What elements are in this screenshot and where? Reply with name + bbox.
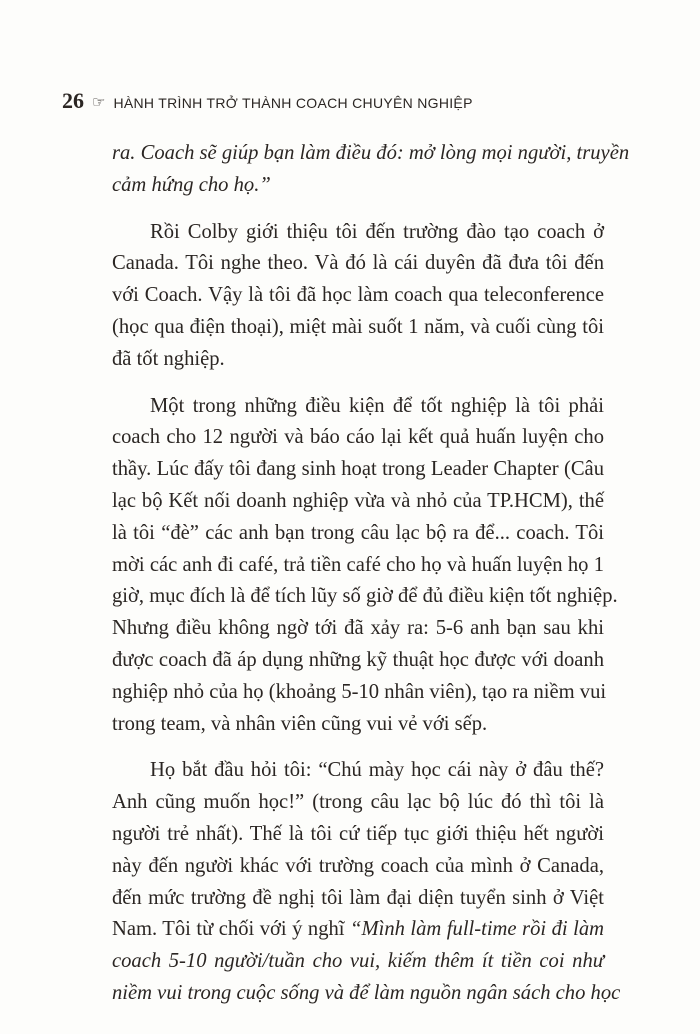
running-title: HÀNH TRÌNH TRỞ THÀNH COACH CHUYÊN NGHIỆP <box>113 95 473 111</box>
text-line: giờ, mục đích là để tích lũy số giờ để đủ điều kiện tốt nghiệp. <box>112 585 618 608</box>
text-line: coach cho 12 người và báo cáo lại kết quả huấn luyện cho <box>112 426 604 449</box>
pointing-hand-icon: ☞ <box>92 95 106 111</box>
text-line: thầy. Lúc đấy tôi đang sinh hoạt trong Leader Chapter (Câu <box>112 458 604 481</box>
text-line <box>112 946 604 978</box>
text-line: mời các anh đi café, trả tiền café cho họ và huấn luyện họ 1 <box>112 553 604 576</box>
text-line: đến mức trường đề nghị tôi làm đại diện tuyển sinh ở Việt <box>112 886 604 909</box>
text-line: Canada. Tôi nghe theo. Và đó là cái duyên đã đưa tôi đến <box>112 252 604 275</box>
text-line: được coach đã áp dụng những kỹ thuật học được với doanh <box>112 648 604 671</box>
text-line <box>112 978 621 1010</box>
text-line: Anh cũng muốn học!” (trong câu lạc bộ lúc đó thì tôi là <box>112 791 604 814</box>
paragraph <box>112 755 621 1009</box>
text-line: (học qua điện thoại), miệt mài suốt 1 năm, và cuối cùng tôi <box>112 315 604 338</box>
paragraph <box>112 217 604 376</box>
text-line: là tôi “đè” các anh bạn trong câu lạc bộ ra để... coach. Tôi <box>112 521 604 544</box>
text-line: Họ bắt đầu hỏi tôi: “Chú mày học cái này ở đâu thế? <box>150 759 604 782</box>
text-segment: Nam. Tôi từ chối với ý nghĩ <box>112 918 350 941</box>
text-line: nghiệp nhỏ của họ (khoảng 5-10 nhân viên), tạo ra niềm vui <box>112 680 607 703</box>
text-line: Nhưng điều không ngờ tới đã xảy ra: 5-6 anh bạn sau khi <box>112 617 604 640</box>
running-header <box>62 88 473 114</box>
text-line: Rồi Colby giới thiệu tôi đến trường đào tạo coach ở <box>150 220 604 243</box>
paragraph <box>112 391 618 741</box>
text-line: Một trong những điều kiện để tốt nghiệp là tôi phải <box>150 394 604 417</box>
italic-quote: ra. Coach sẽ giúp bạn làm điều đó: mở lòng mọi người, truyền <box>112 142 630 164</box>
text-line: trong team, và nhân viên cũng vui vẻ với sếp. <box>112 712 488 735</box>
italic-quote: coach 5-10 người/tuần cho vui, kiếm thêm ít tiền coi như <box>112 950 604 973</box>
text-line: người trẻ nhất). Thế là tôi cứ tiếp tục giới thiệu hết người <box>112 822 604 845</box>
italic-quote: cảm hứng cho họ.” <box>112 173 271 196</box>
text-line <box>112 914 604 946</box>
italic-quote: “Mình làm full-time rồi đi làm <box>350 918 604 941</box>
text-line: với Coach. Vậy là tôi đã học làm coach qua teleconference <box>112 284 604 307</box>
text-line: đã tốt nghiệp. <box>112 347 225 370</box>
italic-quote: niềm vui trong cuộc sống và để làm nguồn ngân sách cho học <box>112 981 621 1004</box>
page-number: 26 <box>62 88 84 113</box>
body-text <box>112 138 630 1010</box>
text-line <box>112 170 604 202</box>
text-line: lạc bộ Kết nối doanh nghiệp vừa và nhỏ của TP.HCM), thế <box>112 489 604 512</box>
text-line <box>112 138 630 170</box>
paragraph <box>112 138 630 202</box>
text-line: này đến người khác với trường coach của mình ở Canada, <box>112 854 604 877</box>
